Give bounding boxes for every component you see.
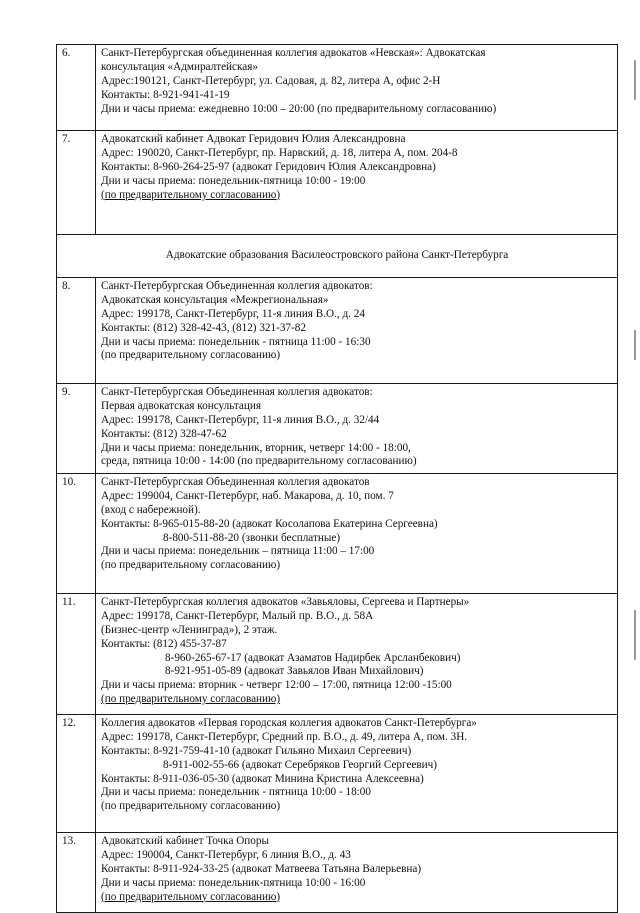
entry-line: 8-800-511-88-20 (звонки бесплатные): [163, 531, 341, 544]
entry-line: Санкт-Петербургская Объединенная коллегия адвокатов: [101, 475, 370, 488]
table-row: [57, 593, 618, 714]
table-row: [57, 832, 618, 912]
entry-line: Адвокатская консультация «Межрегиональная»: [101, 293, 329, 306]
entry-line: Контакты: (812) 328-47-62: [101, 427, 227, 440]
entry-line: Контакты: 8-921-759-41-10 (адвокат Гильяно Михаил Сергеевич): [101, 744, 412, 757]
entry-line: Дни и часы приема: понедельник-пятница 10:00 - 16:00: [101, 876, 366, 889]
entry-line: Контакты: 8-911-036-05-30 (адвокат Минина Кристина Алексеевна): [101, 772, 424, 785]
entry-line: Адвокатский кабинет Точка Опоры: [101, 834, 269, 847]
entry-line: Санкт-Петербургская Объединенная коллегия адвокатов:: [101, 279, 373, 292]
entry-number: 7.: [57, 131, 96, 235]
entry-line: Адвокатский кабинет Адвокат Геридович Юлия Александровна: [101, 133, 406, 145]
entry-line: среда, пятница 10:00 - 14:00 (по предварительному согласованию): [101, 455, 417, 468]
entry-line: Санкт-Петербургская Объединенная коллегия адвокатов:: [101, 385, 373, 398]
entry-line: Первая адвокатская консультация: [101, 399, 261, 412]
entry-line: Дни и часы приема: вторник - четверг 12:00 – 17:00, пятница 12:00 -15:00: [101, 679, 452, 692]
entry-line: Дни и часы приема: понедельник-пятница 10:00 - 19:00: [101, 174, 366, 187]
table-row: [57, 45, 618, 131]
entry-line: Санкт-Петербургская коллегия адвокатов «Завьяловы, Сергеева и Партнеры»: [101, 595, 470, 608]
entry-number: 9.: [57, 383, 96, 473]
table-row: [57, 277, 618, 383]
entry-line: 8-921-951-05-89 (адвокат Завьялов Иван Михайлович): [165, 665, 424, 678]
scan-edge-mark: [634, 610, 636, 660]
entry-number: 10.: [57, 473, 96, 593]
entry-line: Дни и часы приема: понедельник - пятница 11:00 - 16:30: [101, 335, 371, 348]
section-row: [57, 235, 618, 278]
entry-details: [96, 277, 618, 383]
entry-line: (по предварительному согласованию): [101, 693, 281, 706]
entry-line: 8-911-002-55-66 (адвокат Серебряков Георгий Сергеевич): [163, 758, 437, 771]
table-row: [57, 131, 618, 235]
entry-details: [96, 131, 618, 235]
entry-line: (по предварительному согласованию): [101, 800, 281, 813]
entry-line: Адрес: 199178, Санкт-Петербург, 11-я линия В.О., д. 32/44: [101, 413, 380, 426]
entry-line: Адрес: 199004, Санкт-Петербург, наб. Макарова, д. 10, пом. 7: [101, 489, 394, 502]
entry-line: Контакты: 8-921-941-41-19: [101, 88, 230, 101]
entry-details: [96, 593, 618, 714]
entry-line: 8-960-265-67-17 (адвокат Азаматов Надирбек Арсланбекович): [165, 651, 461, 664]
entry-number: 8.: [57, 277, 96, 383]
entry-line: Адрес: 199178, Санкт-Петербург, 11-я линия В.О., д. 24: [101, 307, 365, 320]
entry-line: Адрес: 190020, Санкт-Петербург, пр. Нарвский, д. 18, литера А, пом. 204-8: [101, 146, 458, 159]
entry-line: Адрес: 199178, Санкт-Петербург, Малый пр. В.О., д. 58А: [101, 609, 374, 622]
entry-number: 6.: [57, 45, 96, 131]
entry-line: (Бизнес-центр «Ленинград»), 2 этаж.: [101, 623, 278, 636]
entry-line: Адрес: 190004, Санкт-Петербург, 6 линия В.О., д. 43: [101, 848, 351, 861]
entry-details: [96, 832, 618, 912]
entry-line: консультация «Адмиралтейская»: [101, 60, 258, 73]
entry-line: Дни и часы приема: понедельник, вторник, четверг 14:00 - 18:00,: [101, 441, 411, 454]
entry-line: Дни и часы приема: понедельник - пятница 10:00 - 18:00: [101, 786, 371, 799]
entry-details: [96, 473, 618, 593]
entry-details: [96, 383, 618, 473]
entry-number: 12.: [57, 714, 96, 832]
entry-line: Контакты: 8-911-924-33-25 (адвокат Матвеева Татьяна Валерьевна): [101, 862, 422, 875]
scan-edge-mark: [634, 330, 636, 360]
entry-number: 11.: [57, 593, 96, 714]
table-row: [57, 714, 618, 832]
entry-line: Контакты: 8-960-264-25-97 (адвокат Геридович Юлия Александровна): [101, 160, 436, 173]
lawyer-registry-table: [56, 44, 618, 913]
entry-line: Контакты: (812) 328-42-43, (812) 321-37-82: [101, 321, 306, 334]
entry-line: Санкт-Петербургская объединенная коллегия адвокатов «Невская»: Адвокатская: [101, 47, 486, 59]
entry-line: Адрес:190121, Санкт-Петербург, ул. Садовая, д. 82, литера А, офис 2-Н: [101, 74, 441, 87]
table-row: [57, 473, 618, 593]
entry-line: (по предварительному согласованию): [101, 188, 281, 201]
entry-line: Контакты: (812) 455-37-87: [101, 637, 227, 650]
entry-line: Адрес: 199178, Санкт-Петербург, Средний пр. В.О., д. 49, литера А, пом. 3Н.: [101, 730, 468, 743]
entry-line: (по предварительному согласованию): [101, 890, 281, 903]
entry-number: 13.: [57, 832, 96, 912]
section-heading: Адвокатские образования Василеостровского района Санкт-Петербурга: [57, 235, 618, 278]
scan-edge-mark: [634, 60, 636, 100]
entry-line: Дни и часы приема: ежедневно 10:00 – 20:00 (по предварительному согласованию): [101, 102, 497, 115]
table-row: [57, 383, 618, 473]
entry-line: (по предварительному согласованию): [101, 349, 281, 362]
entry-line: (по предварительному согласованию): [101, 559, 281, 572]
entry-line: Коллегия адвокатов «Первая городская коллегия адвокатов Санкт-Петербурга»: [101, 716, 477, 729]
entry-details: [96, 714, 618, 832]
entry-details: [96, 45, 618, 131]
entry-line: (вход с набережной).: [101, 503, 201, 516]
entry-line: Контакты: 8-965-015-88-20 (адвокат Косолапова Екатерина Сергеевна): [101, 517, 438, 530]
entry-line: Дни и часы приема: понедельник – пятница 11:00 – 17:00: [101, 545, 375, 558]
